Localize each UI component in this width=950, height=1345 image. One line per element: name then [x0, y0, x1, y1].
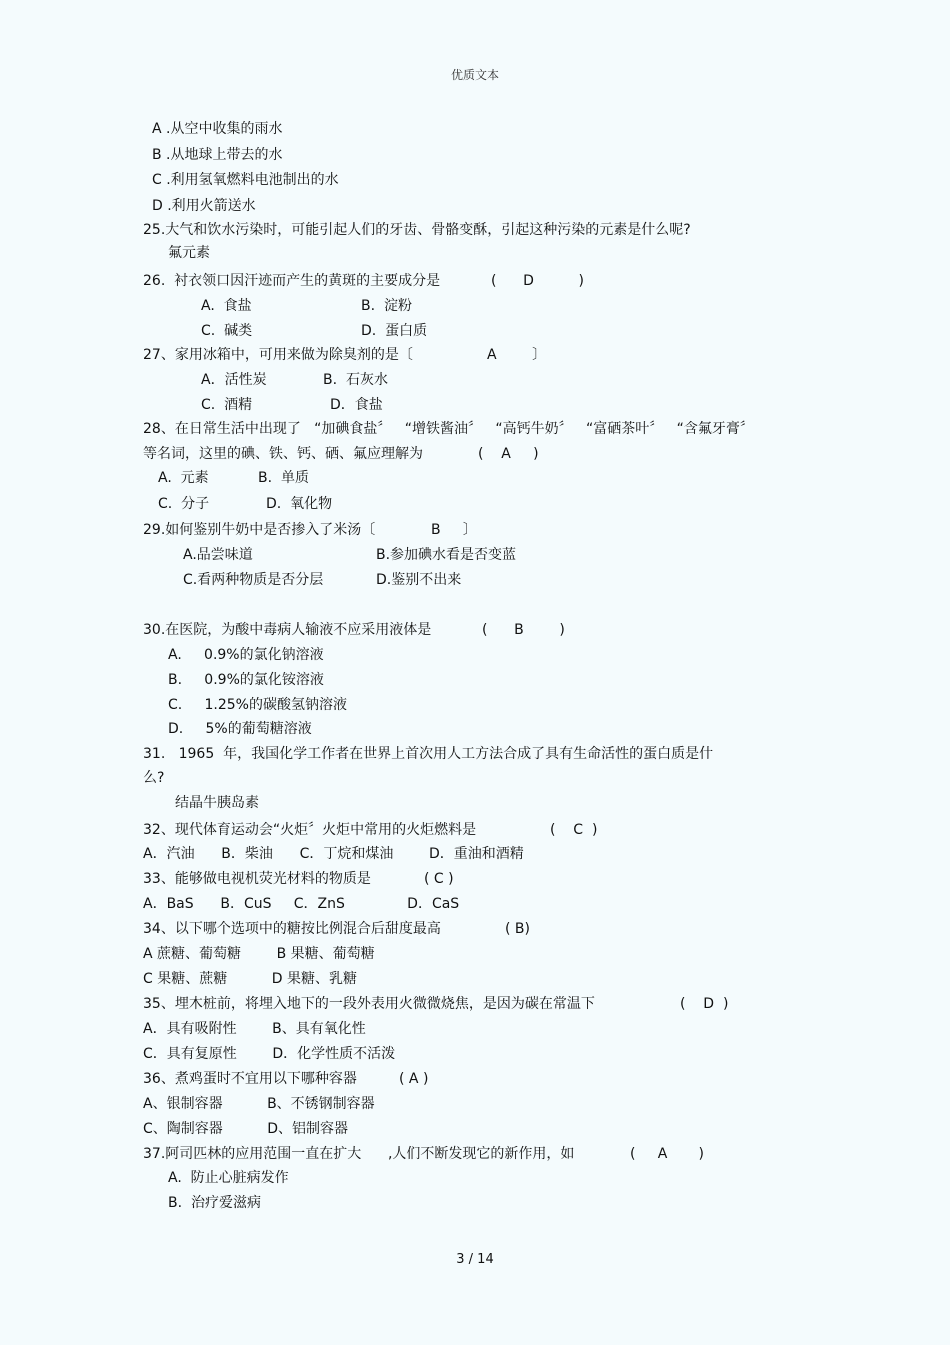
- q28-question: 28、在日常生活中出现了 “加碘食盐〞 “增铁酱油〞 “高钙牛奶〞 “富硒茶叶〞 “含氟牙膏〞: [143, 421, 754, 437]
- q30-answer: ( B ): [482, 622, 565, 638]
- q29-option-d: D.鉴别不出来: [376, 572, 462, 588]
- q30-option-d: D. 5%的葡萄糖溶液: [168, 721, 312, 737]
- q37-question: 37.阿司匹林的应用范围一直在扩大 ,人们不断发现它的新作用，如: [143, 1146, 575, 1162]
- q29-option-c: C.看两种物质是否分层: [183, 572, 324, 588]
- q31-question: 31. 1965 年，我国化学工作者在世界上首次用人工方法合成了具有生命活性的蛋白质是什: [143, 746, 714, 762]
- q28-option-c: C. 分子: [158, 496, 210, 512]
- page-header: 优质文本: [450, 68, 499, 82]
- q28-answer: ( A ): [478, 446, 539, 462]
- q24-option-c: C .利用氢氧燃料电池制出的水: [152, 172, 339, 188]
- q29-answer: B 〕: [431, 522, 477, 538]
- q36-options-row1: A、银制容器 B、不锈钢制容器: [143, 1096, 375, 1112]
- q24-option-b: B .从地球上带去的水: [152, 147, 283, 163]
- q27-question: 27、家用冰箱中，可用来做为除臭剂的是〔: [143, 347, 413, 363]
- page-number: 3 / 14: [456, 1252, 494, 1267]
- q26-option-d: D. 蛋白质: [361, 323, 428, 339]
- q26-option-c: C. 碱类: [201, 323, 253, 339]
- q32-question: 32、现代体育运动会“火炬〞火炬中常用的火炬燃料是: [143, 822, 477, 838]
- q35-options-row2: C．具有复原性 D．化学性质不活泼: [143, 1046, 396, 1062]
- q37-option-a: A. 防止心脏病发作: [168, 1170, 289, 1186]
- q25-answer: 氟元素: [168, 245, 210, 261]
- q36-question: 36、煮鸡蛋时不宜用以下哪种容器: [143, 1071, 357, 1087]
- q30-question: 30.在医院，为酸中毒病人输液不应采用液体是: [143, 622, 432, 638]
- q27-option-b: B. 石灰水: [323, 372, 388, 388]
- q31-question-cont: 么?: [143, 770, 165, 786]
- q33-options: A．BaS B．CuS C．ZnS D．CaS: [143, 896, 460, 912]
- q26-option-a: A. 食盐: [201, 298, 252, 314]
- q32-answer: ( C ): [550, 822, 598, 838]
- q30-option-c: C. 1.25%的碳酸氢钠溶液: [168, 697, 347, 713]
- q37-option-b: B. 治疗爱滋病: [168, 1195, 261, 1211]
- q33-question: 33、能够做电视机荧光材料的物质是: [143, 871, 371, 887]
- q24-option-a: A .从空中收集的雨水: [152, 121, 283, 137]
- q28-option-d: D. 氧化物: [266, 496, 333, 512]
- q28-option-b: B. 单质: [258, 470, 309, 486]
- q32-options: A．汽油 B．柴油 C．丁烷和煤油 D．重油和酒精: [143, 846, 524, 862]
- q29-option-b: B.参加碘水看是否变蓝: [376, 547, 517, 563]
- q26-question: 26. 衬衣领口因汗迹而产生的黄斑的主要成分是: [143, 273, 441, 289]
- q24-option-d: D .利用火箭送水: [152, 198, 256, 214]
- q34-options-row2: C 果糖、蔗糖 D 果糖、乳糖: [143, 971, 357, 987]
- q25-question: 25.大气和饮水污染时，可能引起人们的牙齿、骨骼变酥，引起这种污染的元素是什么呢?: [143, 222, 691, 238]
- q29-question: 29.如何鉴别牛奶中是否掺入了米汤〔: [143, 522, 376, 538]
- q26-answer: ( D ): [491, 273, 584, 289]
- q36-answer: ( A ): [399, 1071, 429, 1087]
- q27-option-d: D．食盐: [330, 397, 383, 413]
- q26-option-b: B. 淀粉: [361, 298, 412, 314]
- q35-options-row1: A．具有吸附性 B、具有氧化性: [143, 1021, 366, 1037]
- q30-option-a: A. 0.9%的氯化钠溶液: [168, 647, 324, 663]
- q35-answer: ( D ): [680, 996, 729, 1012]
- q37-answer: ( A ): [630, 1146, 704, 1162]
- q28-option-a: A. 元素: [158, 470, 209, 486]
- q36-options-row2: C、陶制容器 D、铝制容器: [143, 1121, 349, 1137]
- q30-option-b: B. 0.9%的氯化铵溶液: [168, 672, 324, 688]
- q34-options-row1: A 蔗糖、葡萄糖 B 果糖、葡萄糖: [143, 946, 375, 962]
- q31-answer: 结晶牛胰岛素: [175, 795, 259, 811]
- q34-question: 34、以下哪个选项中的糖按比例混合后甜度最高: [143, 921, 441, 937]
- q28-question-cont: 等名词，这里的碘、铁、钙、硒、氟应理解为: [143, 446, 423, 462]
- q35-question: 35、埋木桩前，将埋入地下的一段外表用火微微烧焦，是因为碳在常温下: [143, 996, 595, 1012]
- q33-answer: ( C ): [424, 871, 454, 887]
- q27-option-a: A．活性炭: [201, 372, 267, 388]
- q29-option-a: A.品尝味道: [183, 547, 253, 563]
- q27-answer: A 〕: [487, 347, 547, 363]
- q34-answer: ( B): [505, 921, 530, 937]
- q27-option-c: C. 酒精: [201, 397, 253, 413]
